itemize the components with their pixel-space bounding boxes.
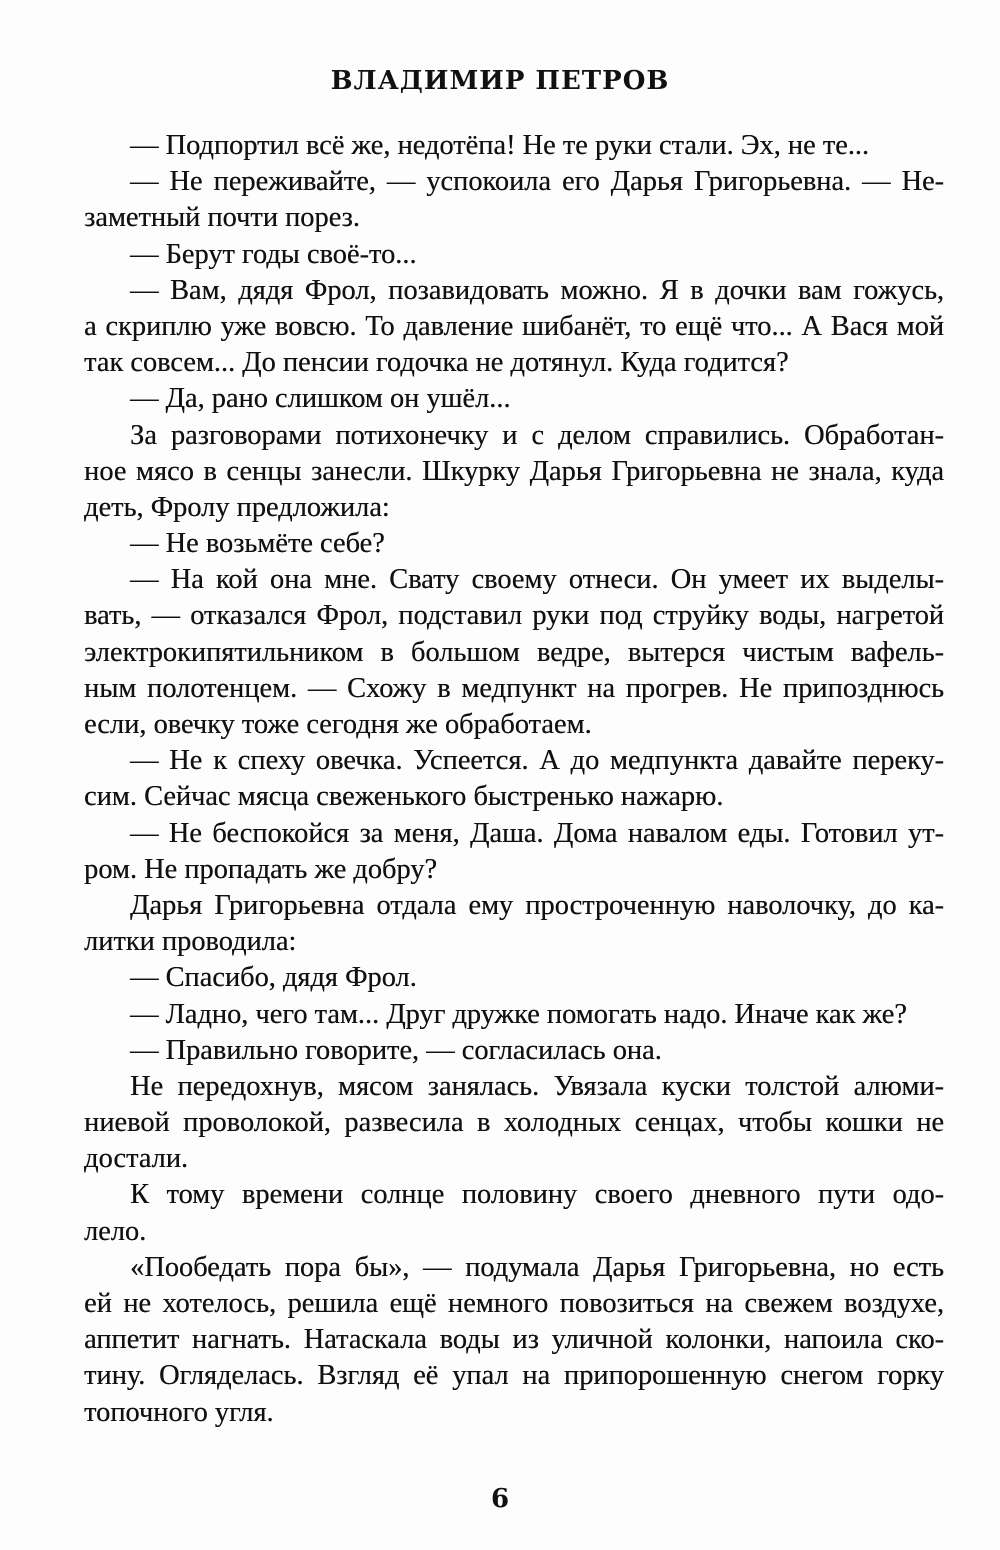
text-line: Дарья Григорьевна отдала ему простроченную наволочку, до ка- bbox=[130, 889, 944, 921]
text-line: литки проводила: bbox=[84, 926, 297, 958]
text-line: электрокипятильником в большом ведре, вытерся чистым вафель- bbox=[84, 636, 944, 668]
text-line: «Пообедать пора бы», — подумала Дарья Григорьевна, но есть bbox=[130, 1251, 944, 1283]
text-line: — Вам, дядя Фрол, позавидовать можно. Я в дочки вам гожусь, bbox=[130, 274, 944, 306]
text-line: Не передохнув, мясом занялась. Увязала куски толстой алюми- bbox=[130, 1070, 944, 1102]
text-line: вать, — отказался Фрол, подставил руки под струйку воды, нагретой bbox=[84, 600, 944, 632]
text-line: аппетит нагнать. Натаскала воды из уличной колонки, напоила ско- bbox=[84, 1324, 944, 1356]
text-line: сим. Сейчас мясца свеженького быстренько нажарю. bbox=[84, 781, 724, 813]
text-line: тину. Огляделась. Взгляд её упал на припорошенную снегом горку bbox=[84, 1360, 944, 1392]
text-line: — На кой она мне. Свату своему отнеси. Он умеет их выделы- bbox=[130, 564, 944, 596]
text-line: ное мясо в сенцы занесли. Шкурку Дарья Григорьевна не знала, куда bbox=[84, 455, 944, 487]
text-line: ром. Не пропадать же добру? bbox=[84, 853, 437, 885]
text-line: достали. bbox=[84, 1143, 189, 1175]
text-line: — Не переживайте, — успокоила его Дарья Григорьевна. — Не- bbox=[130, 166, 944, 198]
text-line: ей не хотелось, решила ещё немного повозиться на свежем воздухе, bbox=[84, 1288, 944, 1319]
text-line: К тому времени солнце половину своего дневного пути одо- bbox=[130, 1179, 944, 1211]
text-line: — Подпортил всё же, недотёпа! Не те руки стали. Эх, не те... bbox=[130, 130, 870, 161]
text-line: — Не возьмёте себе? bbox=[130, 528, 385, 560]
text-line: а скриплю уже вовсю. То давление шибанёт, то ещё что... А Вася мой bbox=[84, 310, 944, 342]
text-line: — Не беспокойся за меня, Даша. Дома навалом еды. Готовил ут- bbox=[130, 817, 944, 849]
text-line: — Ладно, чего там... Друг дружке помогать надо. Иначе как же? bbox=[130, 998, 907, 1030]
text-line: — Спасибо, дядя Фрол. bbox=[130, 962, 417, 994]
running-head-author: ВЛАДИМИР ПЕТРОВ bbox=[330, 66, 670, 96]
text-line: деть, Фролу предложила: bbox=[84, 491, 390, 523]
page-number: 6 bbox=[490, 1484, 510, 1514]
body-text bbox=[84, 128, 944, 1431]
text-line: ниевой проволокой, развесила в холодных сенцах, чтобы кошки не bbox=[84, 1107, 944, 1139]
text-line: топочного угля. bbox=[84, 1396, 274, 1428]
text-line: — Берут годы своё-то... bbox=[130, 238, 417, 270]
text-line: заметный почти порез. bbox=[84, 202, 360, 234]
text-line: — Не к спеху овечка. Успеется. А до медпункта давайте переку- bbox=[130, 745, 944, 777]
text-line: — Правильно говорите, — согласилась она. bbox=[130, 1034, 662, 1066]
text-line: ным полотенцем. — Схожу в медпункт на прогрев. Не припозднюсь bbox=[84, 672, 944, 704]
text-line: — Да, рано слишком он ушёл... bbox=[130, 383, 511, 415]
text-line: лело. bbox=[84, 1215, 147, 1247]
text-line: За разговорами потихонечку и с делом справились. Обработан- bbox=[130, 419, 944, 451]
text-line: если, овечку тоже сегодня же обработаем. bbox=[84, 709, 592, 740]
text-line: так совсем... До пенсии годочка не дотянул. Куда годится? bbox=[84, 347, 789, 379]
